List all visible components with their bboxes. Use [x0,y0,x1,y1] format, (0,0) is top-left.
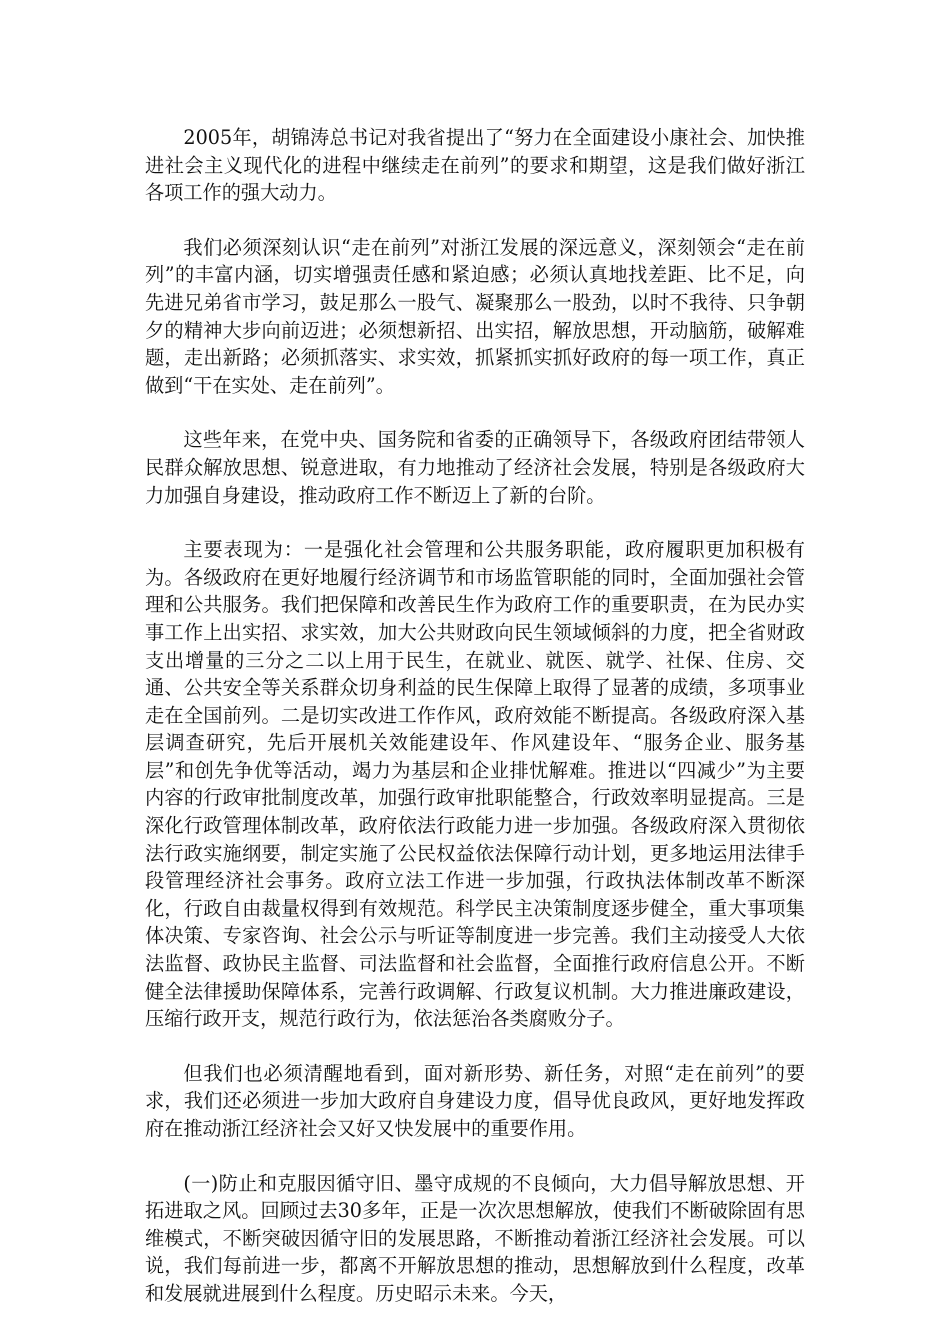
paragraph-1: 2005年，胡锦涛总书记对我省提出了“努力在全面建设小康社会、加快推进社会主义现代化的进程中继续走在前列”的要求和期望，这是我们做好浙江各项工作的强大动力。 [145,126,805,205]
paragraph-2: 我们必须深刻认识“走在前列”对浙江发展的深远意义，深刻领会“走在前列”的丰富内涵，切实增强责任感和紧迫感；必须认真地找差距、比不足，向先进兄弟省市学习，鼓足那么一股气、凝聚那么一股劲，以时不我待、只争朝夕的精神大步向前迈进；必须想新招、出实招，解放思想，开动脑筋，破解难题，走出新路；必须抓落实、求实效，抓紧抓实抓好政府的每一项工作，真正做到“干在实处、走在前列”。 [145,235,805,397]
document-body [145,124,805,1335]
paragraph-5: 但我们也必须清醒地看到，面对新形势、新任务，对照“走在前列”的要求，我们还必须进一步加大政府自身建设力度，倡导优良政风，更好地发挥政府在推动浙江经济社会又好又快发展中的重要作用。 [145,1061,805,1140]
paragraph-4: 主要表现为：一是强化社会管理和公共服务职能，政府履职更加积极有为。各级政府在更好地履行经济调节和市场监管职能的同时，全面加强社会管理和公共服务。我们把保障和改善民生作为政府工作的重要职责，在为民办实事工作上出实招、求实效，加大公共财政向民生领域倾斜的力度，把全省财政支出增量的三分之二以上用于民生，在就业、就医、就学、社保、住房、交通、公共安全等关系群众切身利益的民生保障上取得了显著的成绩，多项事业走在全国前列。二是切实改进工作作风，政府效能不断提高。各级政府深入基层调查研究，先后开展机关效能建设年、作风建设年、“服务企业、服务基层”和创先争优等活动，竭力为基层和企业排忧解难。推进以“四减少”为主要内容的行政审批制度改革，加强行政审批职能整合，行政效率明显提高。三是深化行政管理体制改革，政府依法行政能力进一步加强。各级政府深入贯彻依法行政实施纲要，制定实施了公民权益依法保障行动计划，更多地运用法律手段管理经济社会事务。政府立法工作进一步加强，行政执法体制改革不断深化，行政自由裁量权得到有效规范。科学民主决策制度逐步健全，重大事项集体决策、专家咨询、社会公示与听证等制度进一步完善。我们主动接受人大依法监督、政协民主监督、司法监督和社会监督，全面推行政府信息公开。不断健全法律援助保障体系，完善行政调解、行政复议机制。大力推进廉政建设，压缩行政开支，规范行政行为，依法惩治各类腐败分子。 [145,538,805,1031]
paragraph-3: 这些年来，在党中央、国务院和省委的正确领导下，各级政府团结带领人民群众解放思想、锐意进取，有力地推动了经济社会发展，特别是各级政府大力加强自身建设，推动政府工作不断迈上了新的台阶。 [145,428,805,507]
paragraph-6: (一)防止和克服因循守旧、墨守成规的不良倾向，大力倡导解放思想、开拓进取之风。回顾过去30多年，正是一次次思想解放，使我们不断破除固有思维模式，不断突破因循守旧的发展思路，不断推动着浙江经济社会发展。可以说，我们每前进一步，都离不开解放思想的推动，思想解放到什么程度，改革和发展就进展到什么程度。历史昭示未来。今天， [145,1171,805,1305]
